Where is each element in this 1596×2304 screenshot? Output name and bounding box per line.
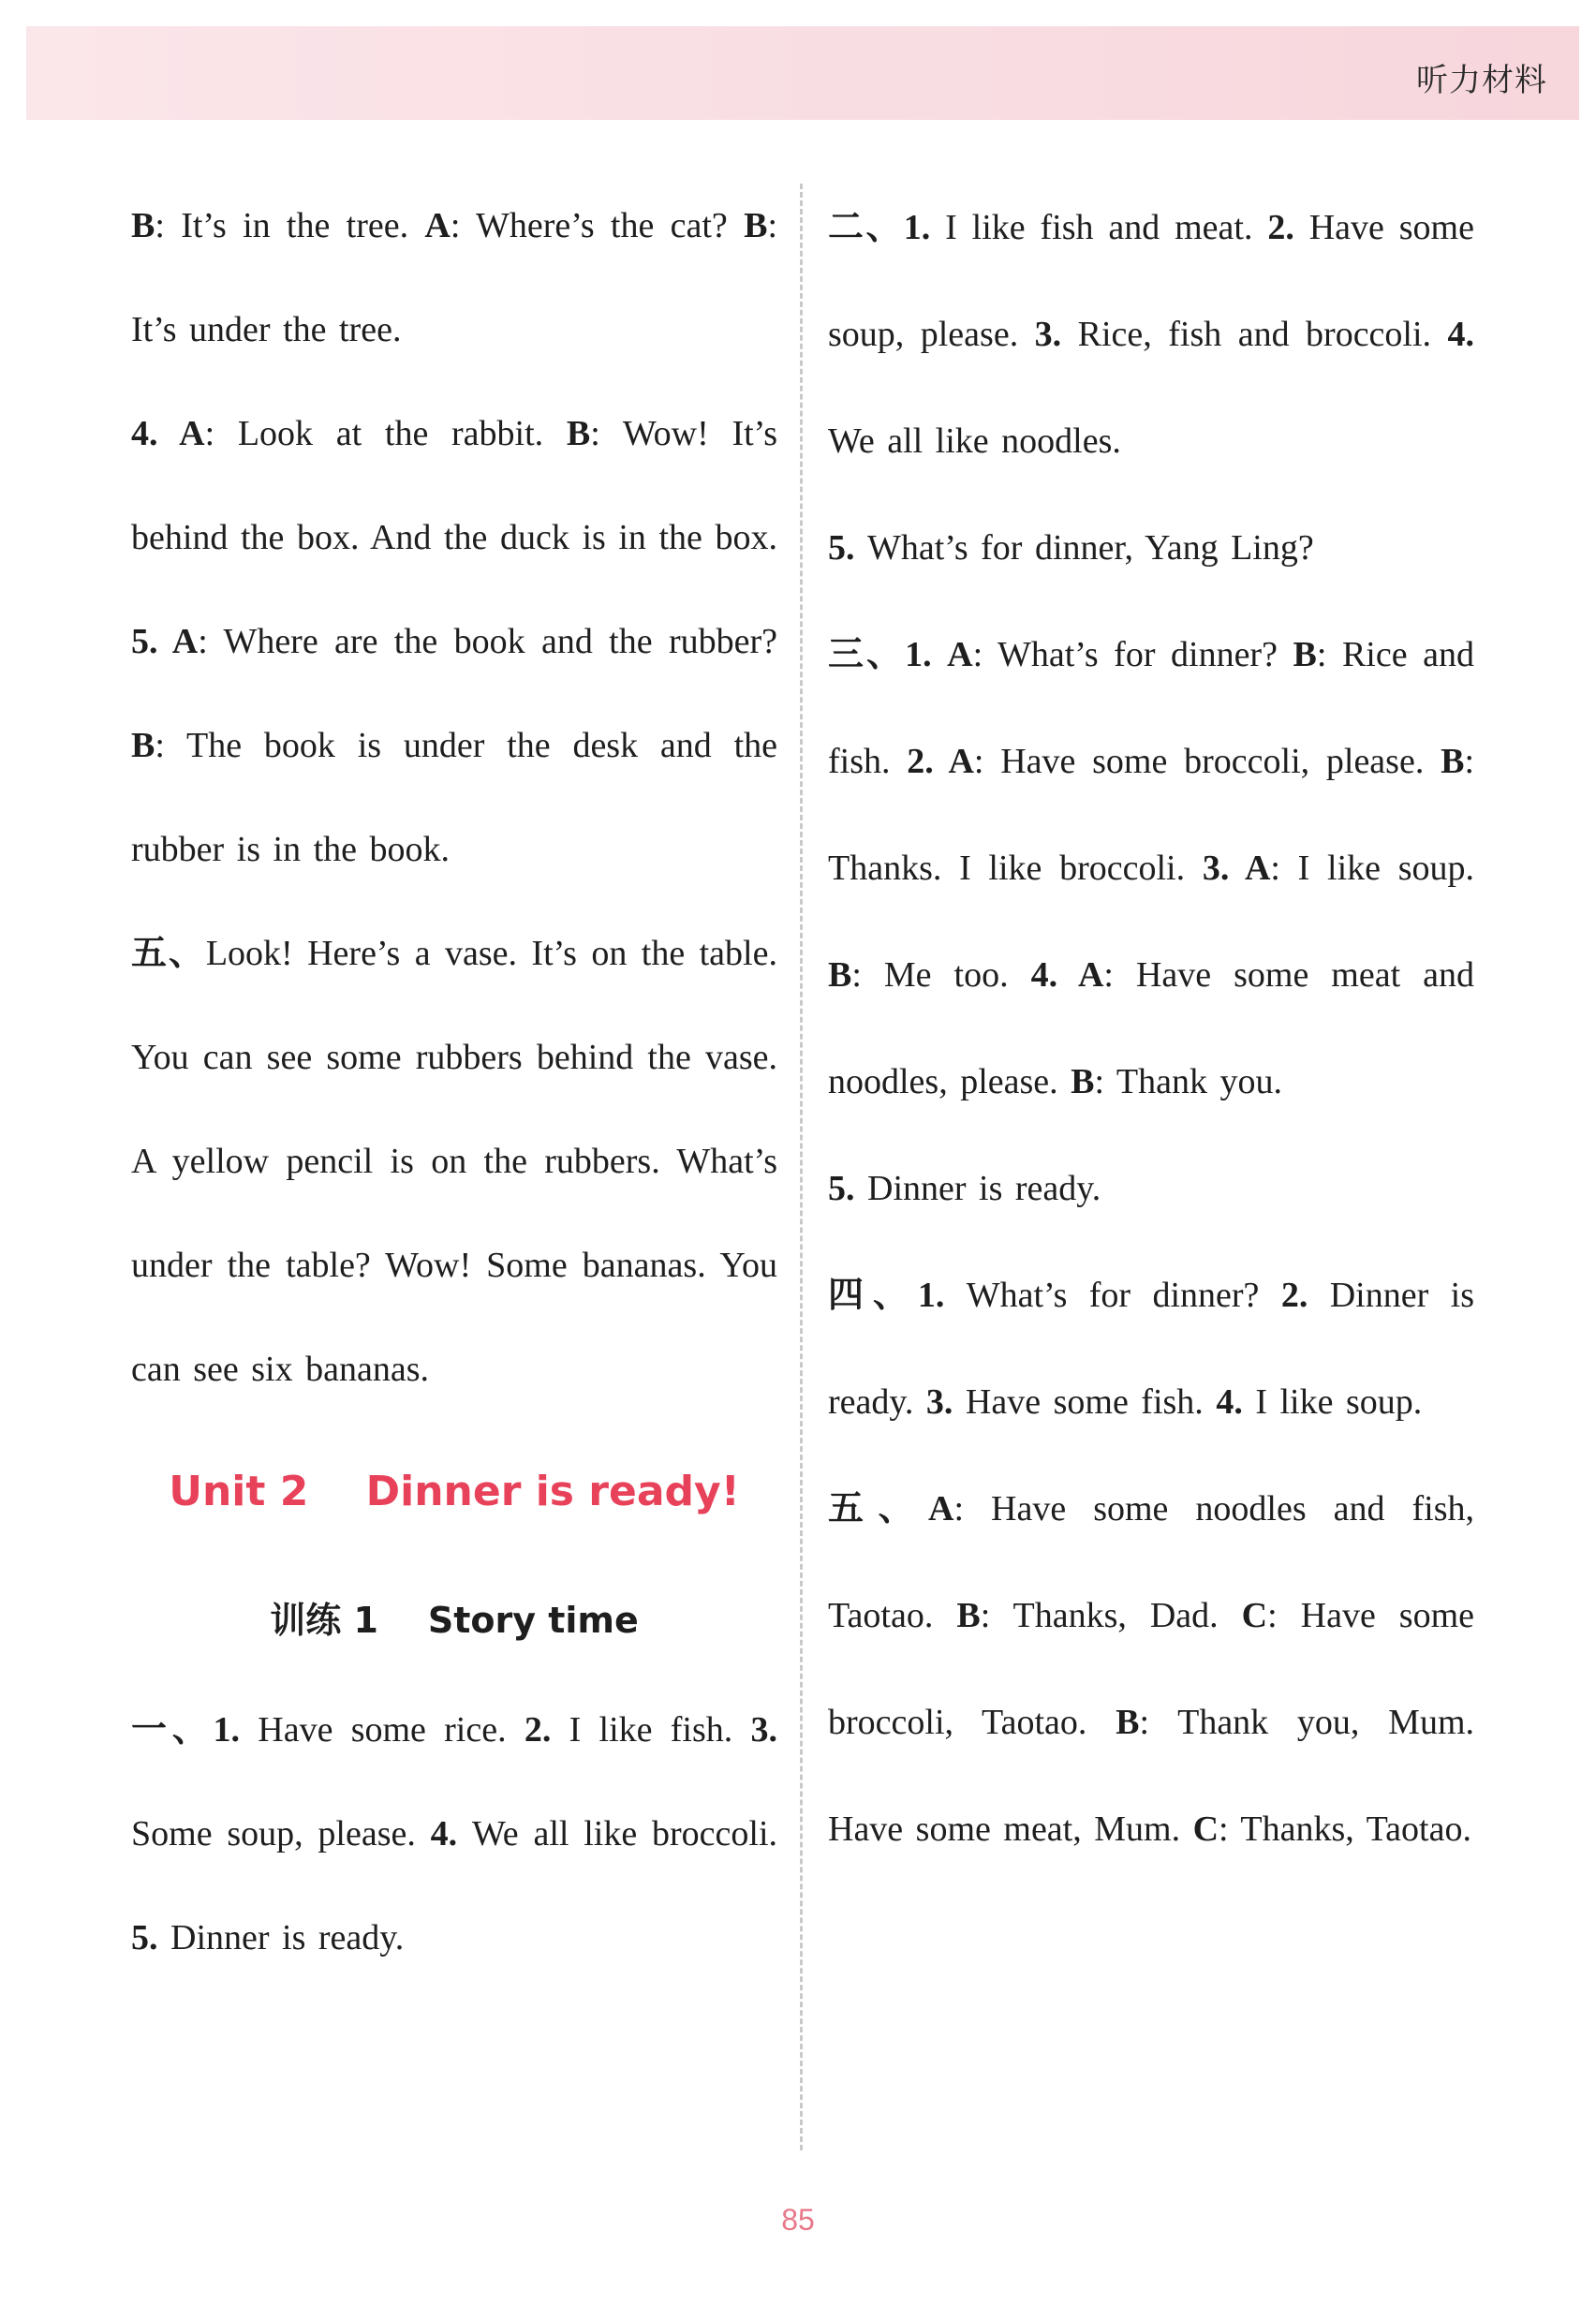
passage-text: Look! Here’s a vase. It’s on the table. You can see some rubbers behind the vase. A yellow pencil is on the rubbers. What’s under the table? Wow! Some bananas. You can see six bananas. (131, 934, 777, 1389)
item-number: 1. (905, 635, 948, 674)
sentence-text: Dinner is ready. (867, 1169, 1101, 1208)
right-column (828, 174, 1474, 1883)
section-marker: 一、 (131, 1710, 214, 1750)
dialogue-text: : Thank you, Mum. Have some meat, Mum. (828, 1703, 1474, 1849)
speaker-label: B (566, 414, 591, 453)
item-number: 5. (131, 622, 172, 661)
dialogue-text: : Rice and fish. (828, 635, 1474, 781)
sentence-text: Dinner is ready. (170, 1918, 405, 1957)
item-number: 3. (925, 1382, 966, 1422)
dialogue-text: : I like soup. (1270, 849, 1474, 888)
dialogue-text: : Have some meat and noodles, please. (828, 955, 1474, 1101)
item-number: 1. (917, 1276, 967, 1315)
speaker-label: C (1192, 1809, 1219, 1849)
section-marker: 五、 (828, 1489, 929, 1529)
sentence-text: I like soup. (1255, 1382, 1423, 1422)
speaker-label: A (928, 1489, 954, 1529)
left-column (131, 174, 777, 1990)
column-divider (800, 184, 803, 2150)
dialogue-text: : Thanks, Taotao. (1219, 1809, 1471, 1849)
left-paragraph-2 (131, 382, 777, 902)
header-title: 听力材料 (1416, 62, 1547, 99)
speaker-label: B (131, 206, 155, 245)
header-band (26, 26, 1579, 120)
item-number: 4. (1030, 955, 1078, 995)
speaker-label: B (1441, 742, 1465, 781)
dialogue-text: : Me too. (851, 955, 1031, 995)
dialogue-text: : Have some broccoli, Taotao. (828, 1596, 1474, 1742)
speaker-label: B (956, 1596, 981, 1635)
right-paragraph-3 (828, 601, 1474, 1135)
dialogue-text: : What’s for dinner? (972, 635, 1293, 674)
right-paragraph-6 (828, 1455, 1474, 1883)
right-paragraph-2 (828, 495, 1474, 601)
right-paragraph-1 (828, 174, 1474, 495)
sentence-text: What’s for dinner? (966, 1276, 1281, 1315)
item-number: 5. (828, 1169, 867, 1208)
sentence-text: We all like noodles. (828, 421, 1121, 461)
right-paragraph-4 (828, 1135, 1474, 1242)
item-number: 3. (1034, 315, 1078, 354)
unit-heading: Unit 2 Dinner is ready! (169, 1468, 740, 1515)
dialogue-text: : It’s in the tree. (155, 206, 425, 245)
sentence-text: We all like broccoli. (471, 1814, 778, 1854)
dialogue-text: : Where’s the cat? (450, 206, 745, 245)
dialogue-text: : Thanks, Dad. (980, 1596, 1242, 1635)
sentence-text: I like fish. (569, 1710, 751, 1750)
section-marker: 二、 (828, 208, 904, 247)
item-number: 4. (430, 1814, 472, 1854)
page-number: 85 (781, 2203, 815, 2237)
left-paragraph-4 (131, 1678, 777, 1990)
speaker-label: B (1293, 635, 1317, 674)
speaker-label: A (179, 414, 205, 453)
speaker-label: C (1241, 1596, 1268, 1635)
sentence-text: Have some fish. (965, 1382, 1217, 1422)
item-number: 5. (828, 528, 867, 568)
item-number: 4. (131, 414, 180, 453)
item-number: 4. (1216, 1382, 1256, 1422)
sentence-text: Dinner is ready. (828, 1276, 1475, 1422)
speaker-label: B (828, 955, 852, 995)
item-number: 2. (1267, 208, 1309, 247)
right-paragraph-5 (828, 1242, 1474, 1455)
item-number: 2. (524, 1710, 569, 1750)
section-marker: 五、 (131, 934, 206, 973)
speaker-label: B (1116, 1703, 1140, 1742)
dialogue-text: : Thank you. (1094, 1062, 1282, 1101)
dialogue-text: : The book is under the desk and the rubber is in the book. (131, 726, 777, 869)
item-number: 5. (131, 1918, 170, 1957)
item-number: 2. (1280, 1276, 1330, 1315)
item-number: 3. (750, 1710, 777, 1750)
speaker-label: A (1244, 849, 1271, 888)
section-marker: 四、 (828, 1276, 918, 1315)
sentence-text: Have some rice. (258, 1710, 525, 1750)
dialogue-text: : Where are the book and the rubber? (198, 622, 777, 661)
section-heading: 训练 1 Story time (270, 1600, 639, 1641)
speaker-label: A (1077, 955, 1104, 995)
sentence-text: I like fish and meat. (945, 208, 1268, 247)
speaker-label: A (948, 742, 974, 781)
dialogue-text: : Thanks. I like broccoli. (828, 742, 1475, 888)
speaker-label: B (744, 206, 768, 245)
dialogue-text: : It’s under the tree. (131, 206, 777, 349)
item-number: 3. (1202, 849, 1245, 888)
speaker-label: B (1071, 1062, 1095, 1101)
sentence-text: Rice, fish and broccoli. (1077, 315, 1448, 354)
item-number: 1. (903, 208, 946, 247)
item-number: 4. (1447, 315, 1475, 354)
item-number: 1. (213, 1710, 259, 1750)
section-marker: 三、 (828, 635, 906, 674)
sentence-text: Some soup, please. (131, 1814, 431, 1854)
dialogue-text: : Look at the rabbit. (204, 414, 567, 453)
speaker-label: B (131, 726, 155, 765)
speaker-label: A (424, 206, 451, 245)
sentence-text: What’s for dinner, Yang Ling? (867, 528, 1314, 568)
left-paragraph-3 (131, 902, 777, 1422)
sentence-text: Have some soup, please. (828, 208, 1474, 354)
speaker-label: A (947, 635, 973, 674)
speaker-label: A (171, 622, 199, 661)
left-paragraph-1 (131, 174, 777, 382)
dialogue-text: : Wow! It’s behind the box. And the duck is in the box. (131, 414, 777, 557)
item-number: 2. (907, 742, 949, 781)
dialogue-text: : Have some broccoli, please. (973, 742, 1441, 781)
dialogue-text: : Have some noodles and fish, Taotao. (828, 1489, 1474, 1635)
